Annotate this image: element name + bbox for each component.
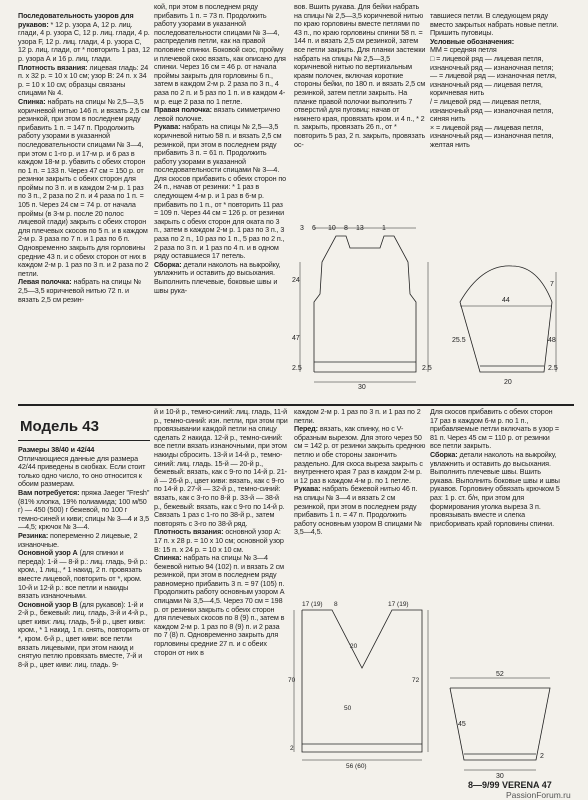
paragraph-heading: Сборка:	[154, 259, 182, 269]
dim-label: 70	[288, 677, 296, 684]
paragraph-text: детали наколоть на выкройку, увлажнить и оставить до высыхания. Выполнить плечевые швы. Вшить рукава. Выполнить боковые швы и швы рукавов. Горловину обвязать крючком 5 раз: 1 р. ст. б/н, при этом для формирования уголка выреза 3 п. провязывать вместе и слегка присборивать край горловины спинки.	[430, 449, 560, 528]
paragraph-text: * 12 р. узора А, 12 р. лиц. глади, 4 р. узора С, 12 р. лиц. глади, 4 р. узора F, 12 р. лиц. глади, 4 р. узора С, 12 р. лиц. глади, от * повторить 1 раз, 12 р. узора А и 16 р. лиц. глади.	[18, 19, 150, 63]
paragraph-text: MM = средняя петля	[430, 45, 497, 55]
paragraph	[18, 455, 150, 489]
dim-label: 30	[496, 773, 504, 780]
paragraph-text: Для скосов прибавить с обеих сторон 17 раз в каждом 6-м р. по 1 п., прибавляемые петли включать в узор = 81 п. Через 45 см = 110 р. от резинки все петли закрыть.	[430, 407, 559, 451]
sleeve-pattern-diagram-top	[452, 262, 562, 388]
top-column-4	[430, 12, 560, 150]
dim-label: 44	[502, 297, 510, 304]
paragraph-text: набрать на спицы № 2,5—3,5 коричневой нитью 72 п. и вязать 2,5 см резин-	[18, 277, 142, 304]
paragraph	[18, 532, 150, 549]
dim-label: 20	[350, 643, 358, 650]
paragraph-text: кой, при этом в последнем ряду прибавить 1 п. = 73 п. Продолжить работу узорами в указанной последовательности спицами № 3—4, распределив петли, как на правой половине спинки. Боковой скос, пройму и плечевой скос вязать, как описано для спинки. Через 16 см = 46 р. от начала проймы закрыть для горловины 6 п., затем в каждом 2-м р. 2 раза по 3 п., 4 раза по 2 п. и 5 раз по 1 п. и в каждом 4-м р. еще 2 раза по 1 петле.	[154, 2, 286, 106]
dim-label: 47	[292, 335, 300, 342]
dim-label: 13	[356, 225, 364, 232]
paragraph-heading: Условные обозначения:	[430, 36, 515, 46]
paragraph	[18, 549, 150, 601]
paragraph-text: детали наколоть на выкройку, увлажнить и оставить до высыхания. Выполнить плечевые, боковые швы и швы рука-	[154, 259, 281, 295]
paragraph-text: □ = лицевой ряд — лицевая петля, изнаночный ряд — изнаночная петля;	[430, 53, 554, 72]
paragraph	[18, 98, 150, 278]
paragraph-text: набрать на спицы № 3—4 бежевой нитью 94 (102) п. и вязать 2 см резинкой, при этом в последнем ряду равномерно прибавить 3 п. = 97 (105) п. Продолжить работу основным узором А спицами № 3,5—4,5. Через 70 см = 198 р. от резинки закрыть с обеих сторон для плечевых скосов по 8 (9) п., затем в каждом 2-м р. 1 раз по 8 (9) п. и 2 раза по 7 (8) п. Одновременно закрыть для горловины средние 27 п. и с обеих сторон от них в	[154, 553, 285, 657]
paragraph	[430, 55, 560, 72]
paragraph	[294, 3, 426, 149]
paragraph	[430, 72, 560, 98]
paragraph	[430, 451, 560, 528]
watermark: PassionForum.ru	[506, 790, 571, 800]
paragraph-text: вязать симметрично левой полочке.	[154, 105, 281, 123]
back-diagram-labels	[292, 225, 432, 390]
top-column-3	[294, 3, 426, 149]
dim-label: 20	[504, 379, 512, 386]
paragraph-heading: Сборка:	[430, 449, 458, 459]
paragraph-text: пряжа Jaeger "Fresh" (81% хлопка, 19% полиамида; 100 м/50 г) — 450 (500) г бежевой, по 100 г темно-синей и киви; спицы № 3—4 и 3,5—4,5; крючок № 3—4.	[18, 487, 150, 532]
paragraph-text: попеременно 2 лицевые, 2 изнаночные.	[18, 530, 138, 549]
paragraph-heading: Последовательность узоров для рукавов:	[18, 11, 134, 29]
model-column-4	[430, 408, 560, 528]
paragraph-text: й и 10-й р., темно-синий: лиц. гладь, 11-й р., темно-синий: изн. петли, при этом при провязывании каждой петли на спицу сделать 2 накида. 12-й р., темно-синий: все петли вязать изнаночными, при этом накиды сбросить. 13-й и 14-й р., темно-синий: лиц. гладь. 15-й — 20-й р., бежевый: вязать, как с 9-го по 14-й р. 21-й — 26-й р., цвет киви: вязать, как с 9-го по 14-й р. 27-й — 32-й р., темно-синий: вязать, как с 3-го по 8-й р. 33-й — 38-й р., бежевый: вязать, как с 9-го по 14-й р. Связать 1 раз с 1-го по 38-й р., затем повторять с 3-го по 38-й ряд.	[154, 407, 288, 528]
dim-label: 48	[548, 337, 556, 344]
dim-label: 8	[334, 601, 338, 608]
dim-label: 52	[496, 671, 504, 678]
paragraph-text: — = лицевой ряд — изнаночная петля, изнаночный ряд — лицевая петля, коричневая нить	[430, 71, 557, 98]
paragraph-text: каждом 2-м р. 1 раз по 3 п. и 1 раз по 2 петли.	[294, 407, 421, 425]
back-pattern-diagram	[290, 222, 440, 390]
paragraph-heading: Основной узор В	[18, 599, 78, 609]
paragraph	[18, 278, 150, 304]
dim-label: 2.5	[292, 365, 302, 372]
model-column-3	[294, 408, 426, 537]
paragraph-heading: Правая полочка:	[154, 105, 212, 115]
paragraph	[18, 601, 150, 670]
paragraph	[294, 408, 426, 425]
page-footer: 8—9/99 VERENA 47	[468, 780, 552, 790]
paragraph-heading: Спинка:	[154, 553, 182, 563]
paragraph	[430, 12, 560, 38]
paragraph-heading: Плотность вязания:	[18, 62, 88, 72]
dim-label: 6	[312, 225, 316, 232]
dim-label: 72	[412, 677, 420, 684]
dim-label: 10	[328, 225, 336, 232]
paragraph	[18, 12, 150, 64]
top-column-1	[18, 12, 150, 304]
paragraph	[154, 408, 288, 528]
model-column-2	[154, 408, 288, 657]
paragraph-heading: Левая полочка:	[18, 277, 72, 287]
paragraph	[294, 485, 426, 537]
paragraph	[154, 123, 288, 261]
paragraph-text: основной узор А: 17 п. х 28 р. = 10 х 10 см; основной узор В: 15 п. х 24 р. = 10 х 10 см.	[154, 527, 284, 554]
paragraph-text: вов. Вшить рукава. Для бейки набрать на спицы № 2,5—3,5 коричневой нитью по краю горловины вместе петлями по 43 п., по краю горловины спинки 58 п. = 144 п. и вязать 2,5 см резинкой, затем все петли закрыть. Для планки застежки набрать на спицы № 2,5—3,5 коричневой нитью по вертикальным краям полочек, включая короткие стороны бейки, по 180 п. и вязать 2,5 см резинкой, затем петли закрыть. На планке правой полочки выполнить 7 отверстий для пуговиц: начав от нижнего края, провязать кром. и 4 п., * 2 п. закрыть, провязать 26 п., от * повторить 5 раз, 2 п. закрыть, провязать ос-	[294, 2, 426, 149]
paragraph-text: набрать на спицы № 2,5—3,5 коричневой нитью 146 п. и вязать 2,5 см резинкой, при этом в последнем ряду прибавить 1 п. = 147 п. Продолжить работу узорами в указанной последовательности спицами № 3—4, при этом с 1-го р. и 17-м р. и 6 раз в каждом 18-м р. убавить с обеих сторон по 1 п. = 133 п. Через 47 см = 150 р. от резинки закрыть с обеих сторон для проймы по 3 п. и в каждом 2-м р. 1 раз по 3 п., 2 раза по 2 п. и 4 раза по 1 п. = 105 п. Через 24 см = 74 р. от начала проймы (в 3-м р. после 20 полос лицевой глади) закрыть с обеих сторон для плечевых скосов по 5 п. и в каждом 2-м р. 3 раза по 7 п. и 1 раз по 6 п. Одновременно закрыть для горловины средние 43 п. и с обеих сторон от них в каждом 2-м р. 1 раз по 3 п. и 2 раза по 2 петли.	[18, 96, 150, 278]
paragraph	[154, 554, 288, 657]
paragraph-text: набрать на спицы № 2,5—3,5 коричневой нитью 58 п. и вязать 2,5 см резинкой, при этом в последнем ряду прибавить 3 п. = 61 п. Продолжить работу узорами в указанной последовательности спицами № 3—4. Для скосов прибавить с обеих сторон по 24 п., начав от резинки: * 1 раз в следующем 4-м р. и 1 раз в 6-м р. прибавить по 1 п., от * повторить 11 раз = 109 п. Через 44 см = 126 р. от резинки закрыть с обеих сторон для оката по 3 п., затем в каждом 2-м р. 1 раз по 3 п., 3 раза по 2 п., 10 раз по 1 п., 5 раз по 2 п., 2 раза по 3 п. и 1 раз по 4 п. и в одном ряду оставшиеся 17 петель.	[154, 122, 287, 261]
paragraph-heading: Размеры 38/40 и 42/44	[18, 445, 95, 454]
model-title: Модель 43	[20, 418, 99, 435]
paragraph-heading: Плотность вязания:	[154, 527, 224, 537]
paragraph	[18, 489, 150, 532]
dim-label: 3	[300, 225, 304, 232]
paragraph-text: (для рукавов): 1-й и 2-й р., бежевый: лиц. гладь, 3-й и 4-й р., цвет киви: лиц. гладь, 5-й р., цвет киви: кром., * 1 накид, 1 п. снять, повторить от *, кром. 6-й р., цвет киви: все петли вязать лицевыми, при этом накид и снятую петлю провязать вместе, 7-й и 8-й р., цвет киви: лиц. гладь. 9-	[18, 599, 150, 669]
paragraph	[154, 261, 288, 295]
title-underline	[18, 440, 150, 441]
paragraph	[430, 124, 560, 150]
dim-label: 56 (60)	[346, 763, 367, 770]
paragraph-text: вязать, как спинку, но с V-образным вырезом. Для этого через 50 см = 142 р. от резинки закрыть среднюю петлю и обе стороны закончить раздельно. Для скоса выреза закрыть с внутреннего края 7 раз в каждом 2-м р. и 12 раз в каждом 4-м р. по 1 петле.	[294, 424, 426, 485]
paragraph-text: × = лицевой ряд — лицевая петля, изнаночный ряд — изнаночная петля, желтая нить	[430, 122, 554, 149]
paragraph	[154, 106, 288, 123]
paragraph-text: набрать бежевой нитью 46 п. на спицы № 3—4 и вязать 2 см резинкой, при этом в последнем ряду прибавить 1 п. = 47 п. Продолжить работу основным узором В спицами № 3,5—4,5.	[294, 484, 422, 537]
paragraph-text: тавшиеся петли. В следующем ряду вместо закрытых набрать новые петли. Пришить пуговицы.	[430, 11, 559, 38]
paragraph-heading: Рукава:	[294, 484, 321, 494]
dim-label: 8	[344, 225, 348, 232]
dim-label: 50	[344, 705, 352, 712]
dim-label: 45	[458, 721, 466, 728]
dim-label: 7	[550, 281, 554, 288]
dim-label: 25.5	[452, 337, 466, 344]
top-column-2	[154, 3, 288, 295]
dim-label: 17 (19)	[302, 601, 323, 608]
paragraph	[154, 528, 288, 554]
dim-label: 2.5	[422, 365, 432, 372]
paragraph-heading: Вам потребуется:	[18, 487, 80, 497]
paragraph	[18, 64, 150, 98]
sleeve-pattern-diagram-model	[440, 668, 562, 780]
dim-label: 2	[540, 753, 544, 760]
paragraph-text: Отличающиеся данные для размера 42/44 приведены в скобках. Если стоит только одно число, то оно относится к обоим размерам.	[18, 453, 146, 489]
paragraph-heading: Перед:	[294, 424, 318, 434]
dim-label: 2	[290, 745, 294, 752]
dim-label: 24	[292, 277, 300, 284]
paragraph-text: / = лицевой ряд — лицевая петля, изнаночный ряд — изнаночная петля, синяя нить	[430, 96, 554, 124]
paragraph-heading: Рукава:	[154, 122, 181, 132]
paragraph-text: лицевая гладь: 24 п. х 32 р. = 10 х 10 см; узор В: 24 п. х 34 р. = 10 х 10 см; образцы связаны спицами № 4.	[18, 62, 149, 98]
paragraph	[430, 98, 560, 124]
paragraph	[294, 425, 426, 485]
section-divider	[18, 404, 574, 406]
model-column-1	[18, 446, 150, 669]
dim-label: 17 (19)	[388, 601, 409, 608]
paragraph-heading: Основной узор А	[18, 548, 78, 558]
paragraph-heading: Спинка:	[18, 96, 46, 106]
paragraph	[154, 3, 288, 106]
front-pattern-diagram	[288, 598, 434, 770]
dim-label: 1	[382, 225, 386, 232]
paragraph-heading: Резинка:	[18, 530, 49, 540]
dim-label: 30	[358, 384, 366, 390]
paragraph-text: (для спинки и переда): 1-й — 8-й р.: лиц. гладь, 9-й р.: кром., 1 лиц., * 1 накид, 2 п. провязать вместе лицевой, повторить от *, кром. 10-й и 12-й р.: все петли и накиды вязать изнаночными.	[18, 548, 148, 601]
paragraph	[430, 408, 560, 451]
dim-label: 2.5	[548, 365, 558, 372]
